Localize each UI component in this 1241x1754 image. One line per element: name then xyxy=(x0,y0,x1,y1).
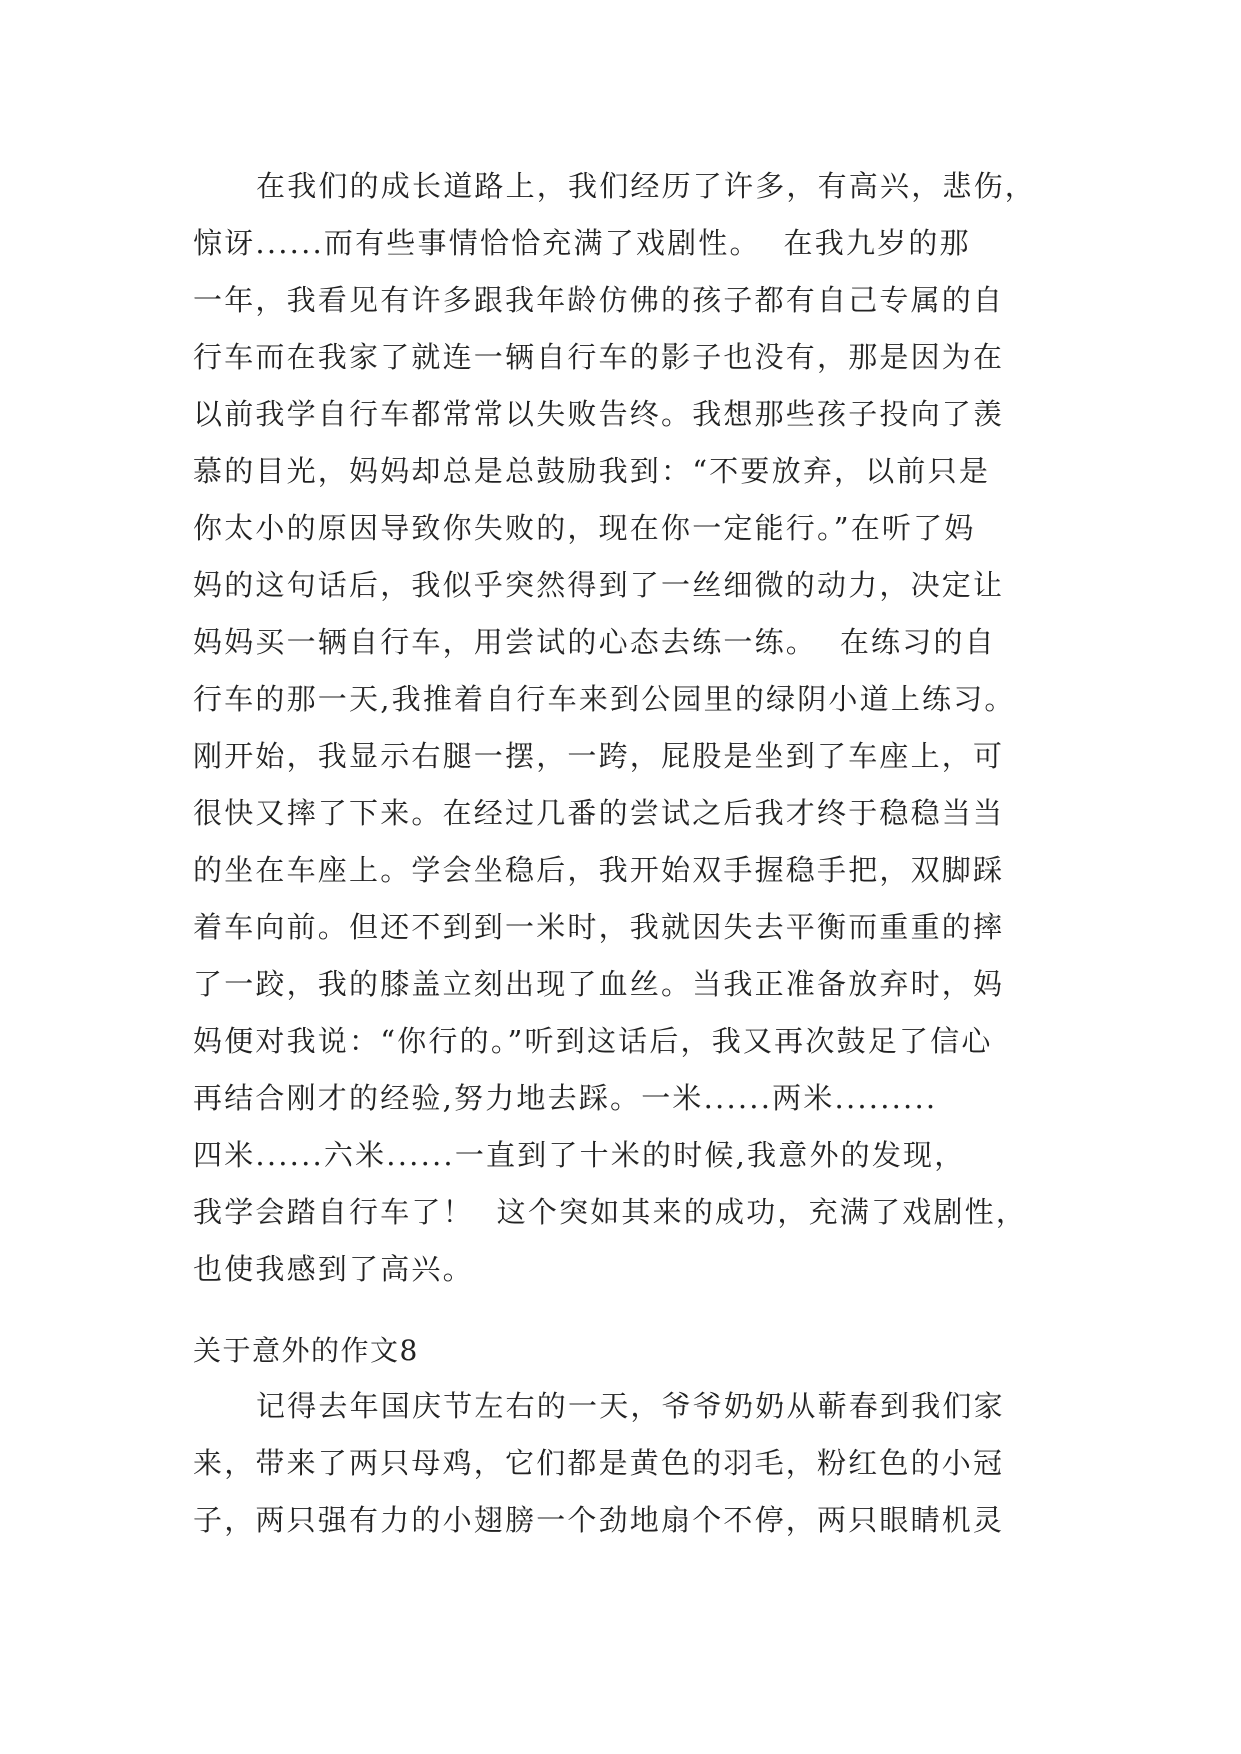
paragraph-line: 行车而在我家了就连一辆自行车的影子也没有，那是因为在 xyxy=(193,340,1005,374)
paragraph-line: 惊讶......而有些事情恰恰充满了戏剧性。 在我九岁的那 xyxy=(193,226,971,260)
essay-paragraph-2 xyxy=(193,1378,1073,1549)
paragraph-line: 的坐在车座上。学会坐稳后，我开始双手握稳手把，双脚踩 xyxy=(193,853,1005,887)
paragraph-line: 四米......六米......一直到了十米的时候,我意外的发现， xyxy=(193,1138,966,1172)
paragraph-line: 在我们的成长道路上，我们经历了许多，有高兴，悲伤， xyxy=(256,169,1037,203)
paragraph-line: 你太小的原因导致你失败的，现在你一定能行。”在听了妈 xyxy=(193,511,976,545)
paragraph-line: 慕的目光，妈妈却总是总鼓励我到：“不要放弃，以前只是 xyxy=(193,454,991,488)
paragraph-line: 记得去年国庆节左右的一天，爷爷奶奶从蕲春到我们家 xyxy=(256,1389,1005,1423)
paragraph-line: 行车的那一天,我推着自行车来到公园里的绿阴小道上练习。 xyxy=(193,682,1016,716)
paragraph-line: 以前我学自行车都常常以失败告终。我想那些孩子投向了羡 xyxy=(193,397,1005,431)
paragraph-line: 很快又摔了下来。在经过几番的尝试之后我才终于稳稳当当 xyxy=(193,796,1005,830)
section-heading: 关于意外的作文8 xyxy=(193,1334,419,1367)
paragraph-line: 着车向前。但还不到到一米时，我就因失去平衡而重重的摔 xyxy=(193,910,1005,944)
paragraph-line: 来，带来了两只母鸡，它们都是黄色的羽毛，粉红色的小冠 xyxy=(193,1446,1005,1480)
paragraph-line: 再结合刚才的经验,努力地去踩。一米......两米......... xyxy=(193,1081,938,1115)
paragraph-line: 一年，我看见有许多跟我年龄仿佛的孩子都有自己专属的自 xyxy=(193,283,1005,317)
paragraph-line: 妈妈买一辆自行车，用尝试的心态去练一练。 在练习的自 xyxy=(193,625,996,659)
paragraph-line: 了一跤，我的膝盖立刻出现了血丝。当我正准备放弃时，妈 xyxy=(193,967,1005,1001)
paragraph-line: 我学会踏自行车了！ 这个突如其来的成功，充满了戏剧性， xyxy=(193,1195,1028,1229)
paragraph-line: 刚开始，我显示右腿一摆，一跨，屁股是坐到了车座上，可 xyxy=(193,739,1005,773)
paragraph-line: 妈便对我说：“你行的。”听到这话后，我又再次鼓足了信心 xyxy=(193,1024,993,1058)
paragraph-line: 也使我感到了高兴。 xyxy=(193,1252,474,1286)
essay-paragraph-1 xyxy=(193,158,1073,1298)
paragraph-line: 子，两只强有力的小翅膀一个劲地扇个不停，两只眼睛机灵 xyxy=(193,1503,1005,1537)
paragraph-line: 妈的这句话后，我似乎突然得到了一丝细微的动力，决定让 xyxy=(193,568,1005,602)
